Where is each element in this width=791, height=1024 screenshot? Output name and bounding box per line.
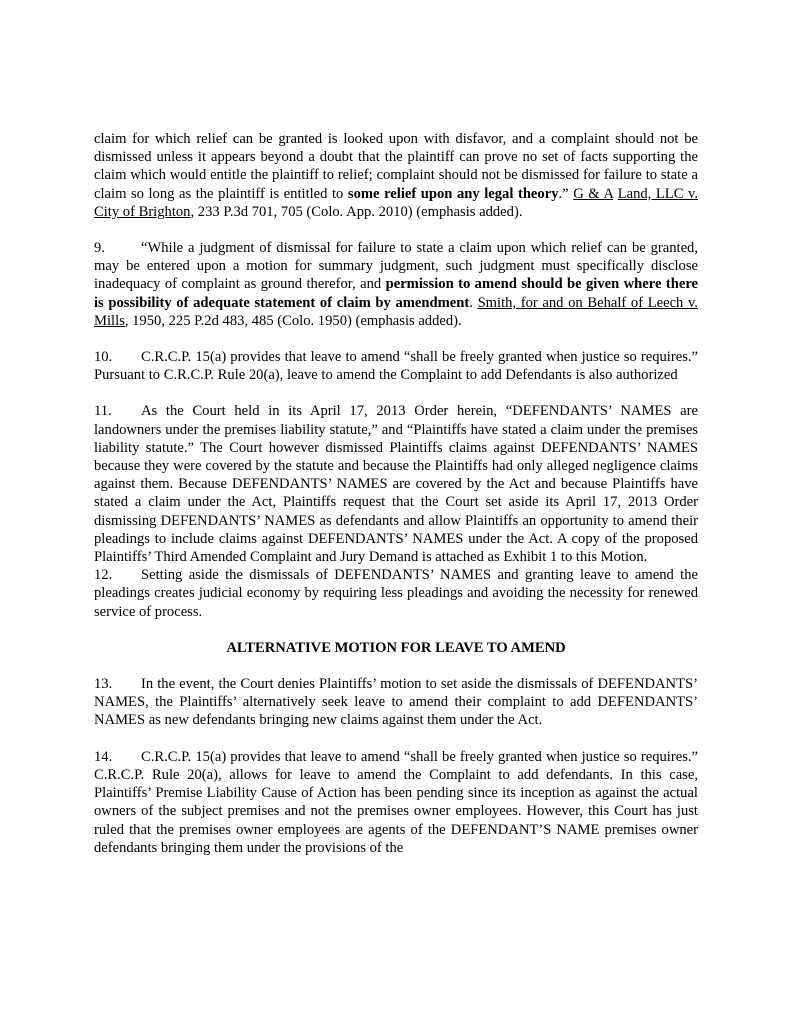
paragraph-14: [94, 748, 698, 857]
paragraph-text: As the Court held in its April 17, 2013 Order herein, “DEFENDANTS’ NAMES are landowners under the premises liability statute,” and “Plaintiffs have stated a claim under the premises liability statute.” The Court however dismissed Plaintiffs claims against DEFENDANTS’ NAMES because they were covered by the statute and because the Plaintiffs had only alleged negligence claims against them. Because DEFENDANTS’ NAMES are covered by the Act and because Plaintiffs have stated a claim under the Act, Plaintiffs request that the Court set aside its April 17, 2013 Order dismissing DEFENDANTS’ NAMES as defendants and allow Plaintiffs an opportunity to amend their pleadings to include claims against DEFENDANTS’ NAMES under the Act. A copy of the proposed Plaintiffs’ Third Amended Complaint and Jury Demand is attached as Exhibit 1 to this Motion.: [94, 403, 698, 566]
case-citation: Land, LLC v. City of Brighton: [94, 185, 698, 220]
paragraph-13: [94, 675, 698, 730]
case-citation: G & A: [573, 185, 614, 202]
paragraph-text: C.R.C.P. 15(a) provides that leave to amend “shall be freely granted when justice so requires.” Pursuant to C.R.C.P. Rule 20(a), leave to amend the Complaint to add Defendants is also authorized: [94, 349, 698, 384]
paragraph-text: Setting aside the dismissals of DEFENDANTS’ NAMES and granting leave to amend the pleadings creates judicial economy by requiring less pleadings and avoiding the necessity for renewed service of process.: [94, 567, 698, 620]
paragraph-text: , 233 P.3d 701, 705 (Colo. App. 2010) (emphasis added).: [190, 203, 523, 220]
paragraph-continued: [94, 130, 698, 221]
paragraph-number: 10.: [94, 349, 113, 366]
emphasis-text: permission to amend should be given where there is possibility of adequate statement of claim by amendment: [94, 276, 699, 311]
paragraph-text: claim for which relief can be granted is looked upon with disfavor, and a complaint should not be dismissed unless it appears beyond a doubt that the plaintiff can prove no set of facts supporting the claim which would entitle the plaintiff to relief; complaint should not be dismissed for failure to state a claim so long as the plaintiff is entitled to: [94, 131, 698, 202]
paragraph-text: , 1950, 225 P.2d 483, 485 (Colo. 1950) (emphasis added).: [124, 312, 462, 329]
paragraph-text: In the event, the Court denies Plaintiffs’ motion to set aside the dismissals of DEFENDANTS’ NAMES, the Plaintiffs’ alternatively seek leave to amend their complaint to add DEFENDANTS’ NAMES as new defendants bringing new claims against them under the Act.: [94, 676, 698, 729]
section-heading: ALTERNATIVE MOTION FOR LEAVE TO AMEND: [226, 639, 566, 656]
paragraph-number: 9.: [94, 240, 105, 257]
paragraph-text: “While a judgment of dismissal for failure to state a claim upon which relief can be granted, may be entered upon a motion for summary judgment, such judgment must specifically disclose inadequacy of complaint as ground therefor, and: [94, 240, 698, 293]
paragraph-12: [94, 566, 698, 621]
document-page: [94, 130, 698, 857]
paragraph-number: 12.: [94, 567, 113, 584]
paragraph-10: [94, 348, 698, 384]
paragraph-number: 14.: [94, 748, 113, 765]
paragraph-text: C.R.C.P. 15(a) provides that leave to amend “shall be freely granted when justice so requires.” C.R.C.P. Rule 20(a), allows for leave to amend the Complaint to add defendants. In this case, Plaintiffs’ Premise Liability Cause of Action has been pending since its inception as against the actual owners of the subject premises and not the premises owner employees. However, this Court has just ruled that the premises owner employees are agents of the DEFENDANT’S NAME premises owner defendants bringing them under the provisions of the: [94, 748, 698, 856]
paragraph-9: [94, 239, 698, 330]
paragraph-text: .”: [558, 185, 574, 202]
paragraph-number: 11.: [94, 403, 112, 420]
paragraph-text: .: [469, 294, 478, 311]
paragraph-number: 13.: [94, 676, 113, 693]
case-citation: Smith, for and on Behalf of Leech v. Mills: [94, 294, 698, 329]
emphasis-text: some relief upon any legal theory: [347, 185, 559, 202]
paragraph-11: [94, 402, 698, 566]
